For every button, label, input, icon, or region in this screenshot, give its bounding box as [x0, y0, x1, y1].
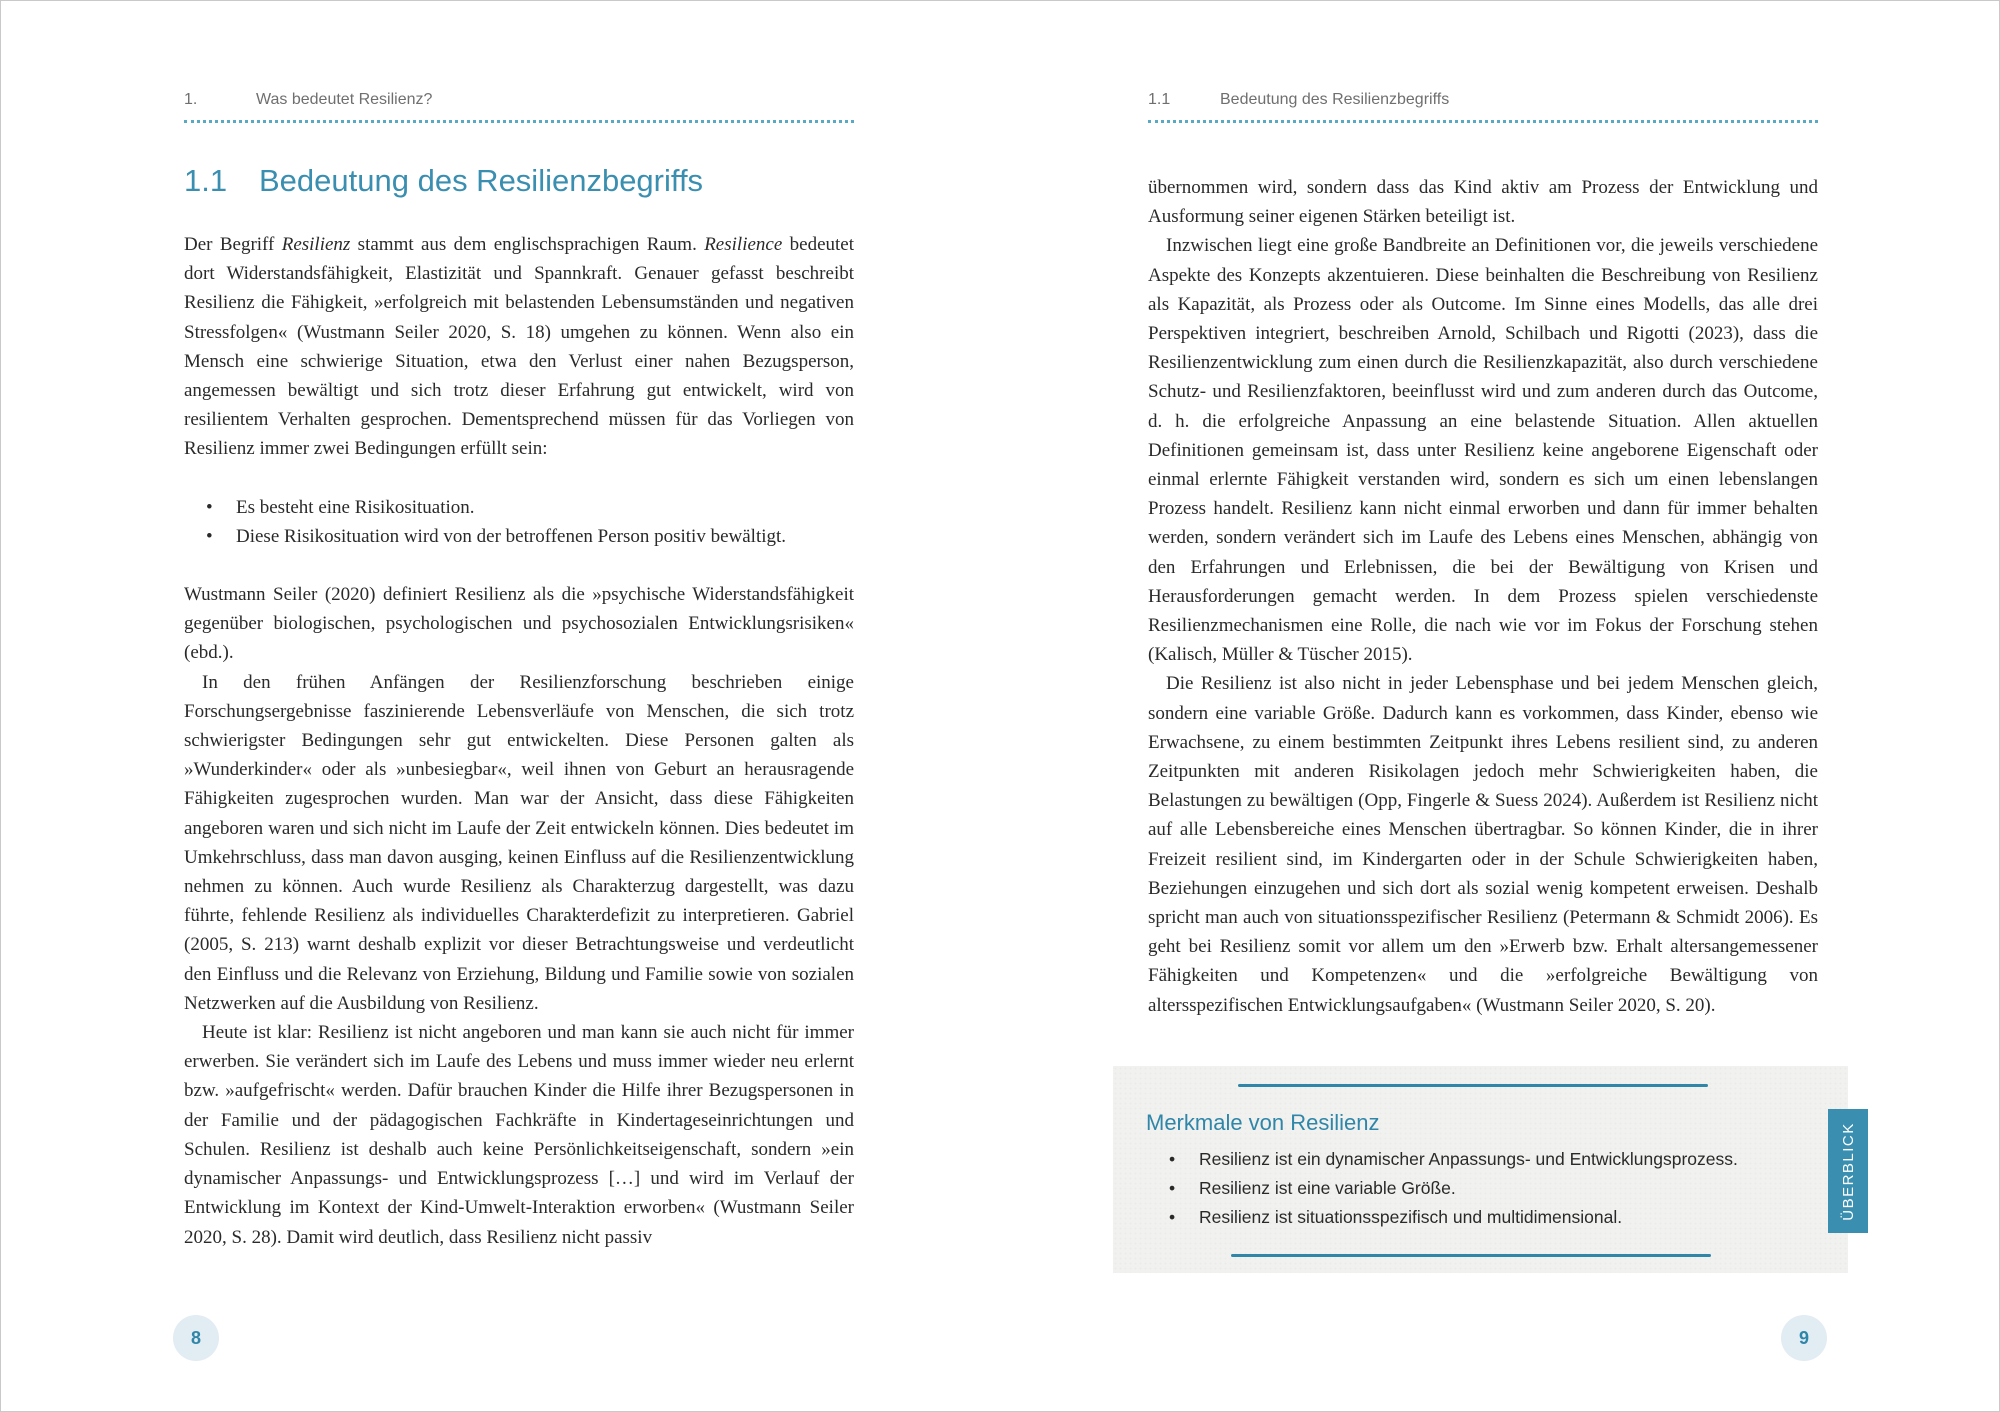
list-item: • Es besteht eine Risikosituation. [184, 493, 854, 522]
left-page [184, 1, 854, 1411]
box-list [1146, 1145, 1738, 1232]
section-number: 1.1 [184, 163, 228, 198]
intro-paragraph [184, 230, 854, 464]
box-bottom-rule [1231, 1254, 1711, 1257]
paragraph: übernommen wird, sondern dass das Kind aktiv am Prozess der Entwicklung und Ausformung seiner eigenen Stärken beteiligt ist. [1148, 177, 1818, 228]
running-head [1148, 91, 1818, 109]
paragraph: Inzwischen liegt eine große Bandbreite an Definitionen vor, die jeweils verschiedene Aspekte des Konzepts akzentuieren. Diese beinhalten die Beschreibung von Resilienz als Kapazität, als Prozess oder als Outcome. Im Sinne eines Modells, das alle drei Perspektiven integriert, beschreiben Arnold, Schilbach und Rigotti (2023), dass die Resilienzentwicklung zum einen durch die Resilienzkapazität, also durch verschiedene Schutz- und Resilienzfaktoren, beeinflusst wird und zum anderen durch das Outcome, d. h. die erfolgreiche Anpassung an eine belastende Situation. Allen aktuellen Definitionen gemeinsam ist, dass unter Resilienz keine angeborene Eigenschaft oder einmal erlernte Fähigkeit verstanden wird, sondern es sich um einen lebenslangen Prozess handelt. Resilienz kann nicht einmal erworben und dann für immer behalten werden, sondern verändert sich im Laufe des Lebens eines Menschen, abhängig von den Erfahrungen und Erlebnissen, die bei der Bewältigung von Krisen und Herausforderungen gemacht werden. In dem Prozess spielen verschiedenste Resilienzmechanismen eine Rolle, die nach wie vor im Fokus der Forschung stehen (Kalisch, Müller & Tüscher 2015). [1148, 235, 1818, 666]
paragraph: In den frühen Anfängen der Resilienzforschung beschrieben einige Forschungsergebnisse faszinierende Lebensverläufe von Menschen, die sich trotz schwierigster Bedingungen sehr gut entwickelten. Diese Personen galten als »Wunderkinder« oder als »unbesiegbar«, weil ihnen von Geburt an herausragende Fähigkeiten zugesprochen wurden. Man war der Ansicht, dass diese Fähigkeiten angeboren waren und sich nicht im Laufe der Zeit entwickeln können. Dies bedeutet im Umkehrschluss, dass man davon ausging, keinen Einfluss auf die Resilienzentwicklung nehmen zu können. Auch wurde Resilienz als Charakterzug dargestellt, was dazu führte, fehlende Resilienz als individuelles Charakterdefizit zu interpretieren. Gabriel (2005, S. 213) warnt deshalb explizit vor dieser Betrachtungsweise und verdeutlicht den Einfluss und die Relevanz von Erziehung, Bildung und Familie sowie von sozialen Netzwerken auf die Ausbildung von Resilienz. [184, 671, 854, 1014]
page-number: 8 [173, 1315, 219, 1361]
running-head-title: Bedeutung des Resilienzbegriffs [1220, 91, 1450, 108]
running-head-number: 1. [184, 91, 198, 108]
box-title: Merkmale von Resilienz [1146, 1110, 1380, 1135]
running-head-number: 1.1 [1148, 91, 1171, 108]
body-text [184, 230, 854, 1252]
body-text [1148, 173, 1818, 1020]
running-head-title: Was bedeutet Resilienz? [256, 91, 433, 108]
section-heading [184, 163, 703, 199]
paragraph: Die Resilienz ist also nicht in jeder Lebensphase und bei jedem Menschen gleich, sondern eine variable Größe. Dadurch kann es vorkommen, dass Kinder, ebenso wie Erwachsene, zu einem bestimmten Zeitpunkt ihres Lebens resilient sind, zu anderen Zeitpunkten mit anderen Risikolagen jedoch mehr Schwierigkeiten haben, die Belastungen zu bewältigen (Opp, Fingerle & Suess 2024). Außerdem ist Resilienz nicht auf alle Lebensbereiche eines Menschen übertragbar. So können Kinder, die in ihrer Freizeit resilient sind, im Kindergarten oder in der Schule Schwierigkeiten haben, Beziehungen einzugehen und sich dort als sozial wenig kompetent erweisen. Deshalb spricht man auch von situationsspezifischer Resilienz (Petermann & Schmidt 2006). Es geht bei Resilienz somit vor allem um den »Erwerb bzw. Erhalt altersangemessener Fähigkeiten und Kompetenzen« und die »erfolgreiche Bewältigung von altersspezifischen Entwicklungsaufgaben« (Wustmann Seiler 2020, S. 20). [1148, 673, 1818, 1016]
section-title: Bedeutung des Resilienzbegriffs [259, 163, 704, 198]
list-item: • Resilienz ist situationsspezifisch und multidimensional. [1146, 1203, 1738, 1232]
paragraph: Wustmann Seiler (2020) definiert Resilienz als die »psychische Widerstandsfähigkeit gegenüber biologischen, psychologischen und psychosozialen Entwicklungsrisiken« (ebd.). [184, 584, 854, 664]
overview-box [1113, 1066, 1848, 1273]
running-head-divider [184, 120, 854, 123]
list-item: • Resilienz ist eine variable Größe. [1146, 1174, 1738, 1203]
italic-term: Resilience [704, 234, 783, 255]
text-run: Der Begriff [184, 234, 282, 255]
page-number: 9 [1781, 1315, 1827, 1361]
condition-list [184, 493, 854, 551]
side-tab-label: ÜBERBLICK [1839, 1121, 1857, 1221]
italic-term: Resilienz [281, 234, 351, 255]
list-item: • Resilienz ist ein dynamischer Anpassungs- und Entwicklungsprozess. [1146, 1145, 1738, 1174]
running-head-divider [1148, 120, 1818, 123]
overview-side-tab [1828, 1109, 1868, 1233]
box-top-rule [1238, 1084, 1708, 1087]
text-run: bedeutet dort Widerstandsfähigkeit, Elastizität und Spannkraft. Genauer gefasst beschreibt Resilienz die Fähigkeit, »erfolgreich mit belastenden Lebensumständen und negativen Stressfolgen« (Wustmann Seiler 2020, S. 18) umgehen zu können. Wenn also ein Mensch eine schwierige Situation, etwa den Verlust einer nahen Bezugsperson, angemessen bewältigt und sich trotz dieser Erfahrung gut entwickelt, wird von resilientem Verhalten gesprochen. Dementsprechend müssen für das Vorliegen von Resilienz immer zwei Bedingungen erfüllt sein: [184, 234, 854, 460]
list-item: • Diese Risikosituation wird von der betroffenen Person positiv bewältigt. [184, 522, 854, 551]
running-head [184, 91, 854, 109]
paragraph: Heute ist klar: Resilienz ist nicht angeboren und man kann sie auch nicht für immer erwerben. Sie verändert sich im Laufe des Lebens und muss immer wieder neu erlernt bzw. »aufgefrischt« werden. Dafür brauchen Kinder die Hilfe ihrer Bezugspersonen in der Familie und der pädagogischen Fachkräfte in Kindertageseinrichtungen und Schulen. Resilienz ist deshalb auch keine Persönlichkeitseigenschaft, sondern »ein dynamischer Anpassungs- und Entwicklungsprozess […] und wird im Verlauf der Entwicklung im Kontext der Kind-Umwelt-Interaktion erworben« (Wustmann Seiler 2020, S. 28). Damit wird deutlich, dass Resilienz nicht passiv [184, 1022, 854, 1248]
text-run: stammt aus dem englischsprachigen Raum. [350, 234, 705, 255]
